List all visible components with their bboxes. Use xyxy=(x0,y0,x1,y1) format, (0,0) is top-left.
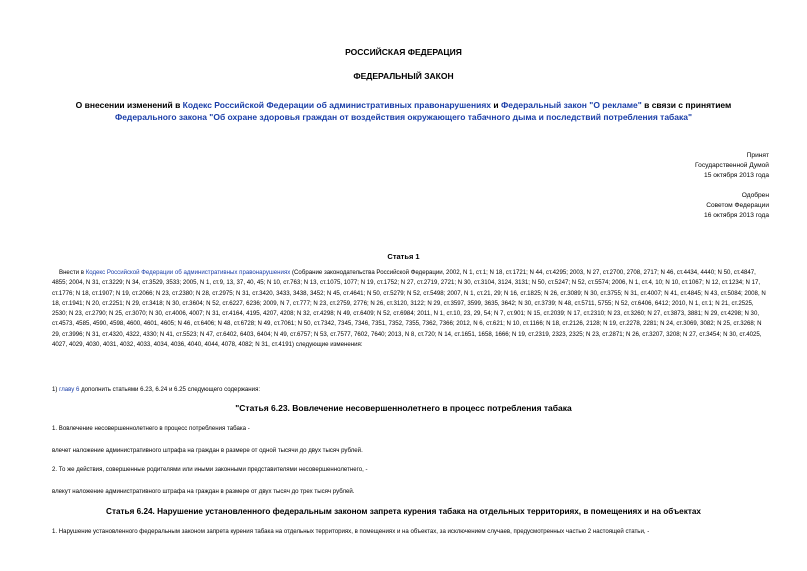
law-title xyxy=(0,99,807,123)
article-6-23-part-2: 2. То же действия, совершенные родителями или иными законными представителями несовершеннолетнего, - xyxy=(52,466,368,473)
approval-line: Советом Федерации xyxy=(706,202,769,209)
adoption-line: Принят xyxy=(746,152,769,159)
title-text: в связи с принятием xyxy=(641,100,732,110)
federation-heading: РОССИЙСКАЯ ФЕДЕРАЦИЯ xyxy=(345,47,462,57)
article-6-23-heading: "Статья 6.23. Вовлечение несовершеннолетнего в процесс потребления табака xyxy=(235,403,572,413)
koap-link[interactable]: Кодекс Российской Федерации об административных правонарушениях xyxy=(182,100,492,110)
adoption-line: Государственной Думой xyxy=(695,162,769,169)
approval-line: Одобрен xyxy=(741,192,769,199)
approval-block xyxy=(704,191,769,221)
koap-intro-link[interactable]: Кодекс Российской Федерации об административных правонарушениях xyxy=(85,269,291,276)
article-6-24-heading: Статья 6.24. Нарушение установленного федеральным законом запрета курения табака на отдельных территориях, в помещениях и на объектах xyxy=(106,507,701,516)
article-6-23-sanction-1: влечет наложение административного штрафа на граждан в размере от одной тысячи до двух тысяч рублей. xyxy=(52,447,363,454)
title-text: и xyxy=(491,100,501,110)
adoption-block xyxy=(695,151,769,181)
item-number: 1) xyxy=(52,386,60,393)
article-1-heading: Статья 1 xyxy=(387,252,420,261)
law-type-heading: ФЕДЕРАЛЬНЫЙ ЗАКОН xyxy=(353,71,454,81)
article-6-23-part-1: 1. Вовлечение несовершеннолетнего в процесс потребления табака - xyxy=(52,425,250,432)
intro-citations: (Собрание законодательства Российской Федерации, 2002, N 1, ст.1; N 18, ст.1721; N 44, ст.4295; 2003, N 27, ст.2700, 2708, 2717; N 46, ст.4434, 4440; N 50, ст.4847, 4855; 2004, N 31, ст.3229; N 34, ст.3529, 3533; 2005, N 1, ст.9, 13, 37, 40, 45; N 10, ст.763; N 13, ст.1075, 1077; N 19, ст.1752; N 27, ст.2719, 2721; N 30, ст.3104, 3124, 3131; N 50, ст.5247; N 52, ст.5574; 2006, N 1, ст.4, 10; N 10, ст.1067; N 12, ст.1234; N 17, ст.1776; N 18, ст.1907; N 19, ст.2066; N 23, ст.2380; N 28, ст.2975; N 31, ст.3420, 3433, 3438, 3452; N 45, ст.4641; N 50, ст.5279; N 52, ст.5498; 2007, N 1, ст.21, 29; N 16, ст.1825; N 26, ст.3089; N 30, ст.3755; N 31, ст.4007; N 41, ст.4845; N 43, ст.5084; 2008, N 18, ст.1941; N 20, ст.2251; N 29, ст.3418; N 30, ст.3604; N 52, ст.6227, 6236; 2009, N 7, ст.777; N 23, ст.2759, 2776; N 26, ст.3120, 3122; N 29, ст.3597, 3599, 3635, 3642; N 30, ст.3739; N 48, ст.5711, 5755; N 52, ст.6406, 6412; 2010, N 1, ст.1; N 21, ст.2525, 2530; N 23, ст.2790; N 25, ст.3070; N 30, ст.4006, 4007; N 31, ст.4164, 4195, 4207, 4208; N 32, ст.4298; N 49, ст.6409; N 52, ст.6984; 2011, N 1, ст.10, 23, 29, 54; N 7, ст.901; N 15, ст.2039; N 17, ст.2310; N 23, ст.3260; N 27, ст.3873, 3881; N 29, ст.4298; N 30, ст.4573, 4585, 4590, 4598, 4600, 4601, 4605; N 46, ст.6406; N 48, ст.6728; N 49, ст.7061; N 50, ст.7342, 7345, 7346, 7351, 7352, 7355, 7362, 7366; 2012, N 6, ст.621; N 10, ст.1166; N 18, ст.2126, 2128; N 19, ст.2278, 2281; N 24, ст.3069, 3082; N 25, ст.3268; N 29, ст.3996; N 31, ст.4320, 4322, 4330; N 41, ст.5523; N 47, ст.6402, 6403, 6404; N 49, ст.6757; N 53, ст.7577, 7602, 7640; 2013, N 8, ст.720; N 14, ст.1651, 1658, 1666; N 19, ст.2319, 2323, 2325; N 23, ст.2871; N 26, ст.3207, 3208; N 27, ст.3454; N 30, ст.4025, 4027, 4029, 4030, 4031, 4032, 4033, 4034, 4036, 4040, 4044, 4078, 4082; N 31, ст.4191) следующие изменения: xyxy=(52,269,766,349)
article-1-item-1 xyxy=(52,385,770,395)
article-6-24-part-1: 1. Нарушение установленного федеральным законом запрета курения табака на отдельных территориях, в помещениях и на объектах, за исключением случаев, предусмотренных частью 2 настоящей статьи, - xyxy=(52,528,650,535)
title-text: О внесении изменений в xyxy=(75,100,183,110)
advertising-law-link[interactable]: Федеральный закон "О рекламе" xyxy=(500,100,642,110)
approval-date: 16 октября 2013 года xyxy=(704,212,769,219)
tobacco-law-link[interactable]: Федерального закона "Об охране здоровья граждан от воздействия окружающего табачного дыма и последствий потребления табака" xyxy=(114,112,693,122)
intro-text: Внести в xyxy=(59,269,86,276)
item-text: дополнить статьями 6.23, 6.24 и 6.25 следующего содержания: xyxy=(79,386,261,393)
article-1-intro xyxy=(52,268,770,350)
article-6-23-sanction-2: влекут наложение административного штрафа на граждан в размере от двух тысяч до трех тысяч рублей. xyxy=(52,488,355,495)
chapter-6-link[interactable]: главу 6 xyxy=(59,386,80,393)
adoption-date: 15 октября 2013 года xyxy=(704,172,769,179)
